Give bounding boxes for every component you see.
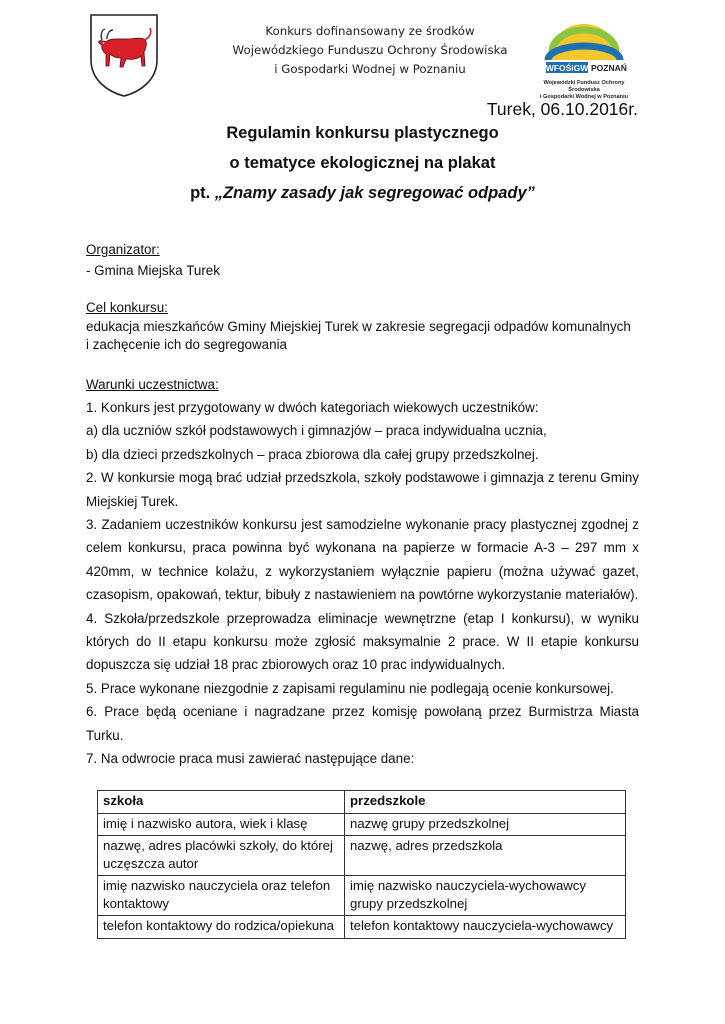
table-cell: telefon kontaktowy nauczyciela-wychowawcy	[345, 916, 626, 939]
organizer-heading: Organizator:	[86, 242, 160, 257]
organizer-section	[86, 239, 639, 281]
condition-item-2: 2. W konkursie mogą brać udział przedszkola, szkoły podstawowe i gimnazja z terenu Gminy Miejskiej Turek.	[86, 470, 639, 509]
title-line-2: o tematyce ekologicznej na plakat	[229, 154, 496, 172]
goal-line-2: i zachęcenie ich do segregowania	[86, 337, 287, 352]
title-line-3	[0, 184, 725, 203]
title-theme: „Znamy zasady jak segregować odpady”	[214, 184, 535, 202]
title-line-1: Regulamin konkursu plastycznego	[226, 124, 499, 142]
column-header-school: szkoła	[98, 791, 345, 814]
goal-heading: Cel konkursu:	[86, 300, 168, 315]
conditions-section	[86, 374, 639, 771]
wfos-sub-2: i Gospodarki Wodnej w Poznaniu	[539, 94, 629, 100]
turek-coat-of-arms-icon	[88, 12, 160, 98]
condition-item-1: 1. Konkurs jest przygotowany w dwóch kategoriach wiekowych uczestników:	[86, 400, 539, 415]
document-date: Turek, 06.10.2016r.	[486, 99, 638, 119]
table-cell: imię nazwisko nauczyciela oraz telefon kontaktowy	[98, 876, 345, 916]
funding-line-3: i Gospodarki Wodnej w Poznaniu	[274, 62, 466, 76]
table-row	[98, 836, 626, 876]
table-cell: nazwę grupy przedszkolnej	[345, 813, 626, 836]
wfos-logo-subtitle	[532, 80, 636, 101]
table-cell: nazwę, adres placówki szkoły, do której uczęszcza autor	[98, 836, 345, 876]
column-header-preschool: przedszkole	[345, 791, 626, 814]
table-cell: imię i nazwisko autora, wiek i klasę	[98, 813, 345, 836]
table-cell: nazwę, adres przedszkola	[345, 836, 626, 876]
funding-header	[205, 22, 535, 79]
condition-item-3: 3. Zadaniem uczestników konkursu jest samodzielne wykonanie pracy plastycznej zgodnej z celem konkursu, praca powinna być wykonana na papierze w formacie A-3 – 297 mm x 420mm, w technice kolażu, z wykorzystaniem wyłącznie papieru (można używać gazet, czasopism, opakowań, tektur, bibuły z nastawieniem na powtórne wykorzystanie materiałów).	[86, 517, 639, 603]
conditions-heading: Warunki uczestnictwa:	[86, 377, 219, 392]
organizer-text: - Gmina Miejska Turek	[86, 263, 220, 278]
condition-item-7: 7. Na odwrocie praca musi zawierać następujące dane:	[86, 751, 415, 767]
table-header-row	[98, 791, 626, 814]
table-cell: imię nazwisko nauczyciela-wychowawcy grupy przedszkolnej	[345, 876, 626, 916]
table-cell: telefon kontaktowy do rodzica/opiekuna	[98, 916, 345, 939]
condition-item-4: 4. Szkoła/przedszkole przeprowadza eliminacje wewnętrzne (etap I konkursu), w wyniku których do II etapu konkursu może zgłosić maksymalnie 2 prace. W II etapie konkursu dopuszcza się udział 18 prac zbiorowych oraz 10 prac indywidualnych.	[86, 610, 639, 673]
table-row	[98, 813, 626, 836]
required-data-table	[97, 790, 626, 939]
table-row	[98, 916, 626, 939]
wfos-logo-label: WFOŚiGW	[545, 63, 589, 73]
goal-section	[86, 297, 639, 354]
condition-item-5: 5. Prace wykonane niezgodnie z zapisami regulaminu nie podlegają ocenie konkursowej.	[86, 680, 614, 696]
title-prefix: pt.	[190, 184, 215, 202]
funding-line-2: Wojewódzkiego Funduszu Ochrony Środowiska	[232, 43, 508, 57]
wfos-logo-city: POZNAŃ	[591, 63, 627, 73]
wfos-sub-1: Wojewódzki Fundusz Ochrony Środowiska	[543, 80, 625, 93]
table-row	[98, 876, 626, 916]
condition-item-1a: a) dla uczniów szkół podstawowych i gimnazjów – praca indywidualna ucznia,	[86, 423, 547, 439]
funding-line-1: Konkurs dofinansowany ze środków	[265, 24, 475, 38]
goal-line-1: edukacja mieszkańców Gminy Miejskiej Turek w zakresie segregacji odpadów komunalnych	[86, 319, 631, 334]
condition-item-6: 6. Prace będą oceniane i nagradzane przez komisję powołaną przez Burmistrza Miasta Turku.	[86, 704, 639, 743]
condition-item-1b: b) dla dzieci przedszkolnych – praca zbiorowa dla całej grupy przedszkolnej.	[86, 446, 539, 462]
